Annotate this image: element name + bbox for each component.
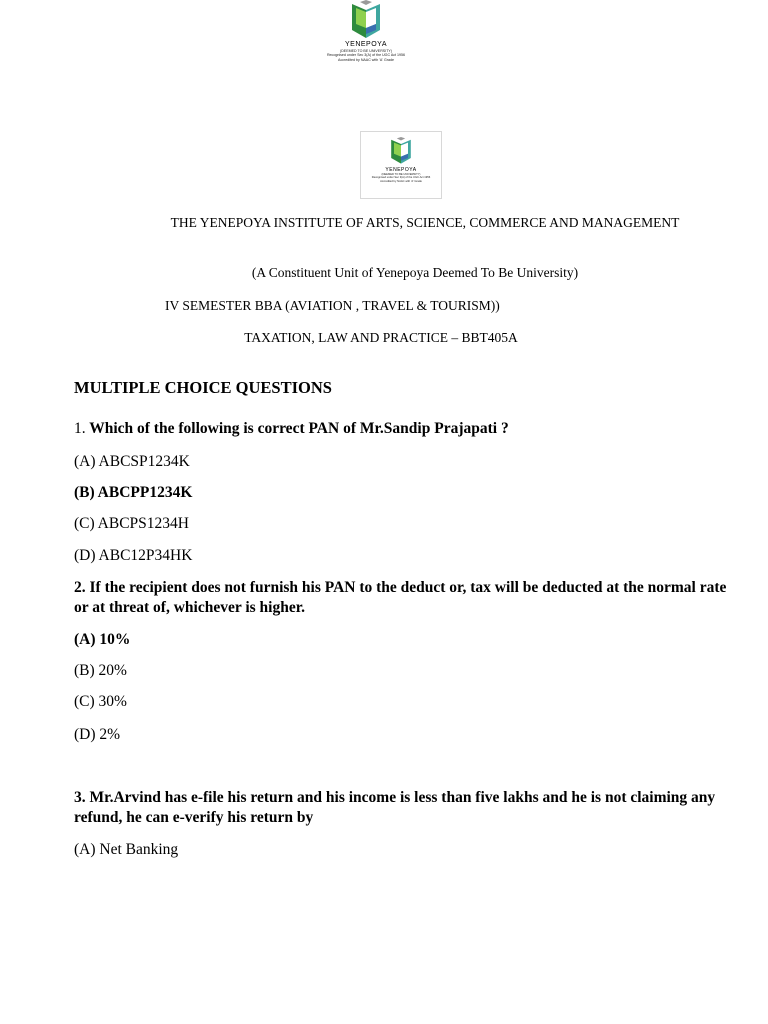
option-2d: (D) 2%: [74, 726, 121, 743]
logo-brand-text: YENEPOYA: [385, 167, 417, 173]
logo-subtitle-line: Accredited by NAAC with 'A' Grade: [380, 179, 422, 183]
question-text: If the recipient does not furnish his PAN to the deduct or, tax will be deducted at the normal rate or at threat of, whichever is higher.: [74, 579, 727, 616]
question-text: Which of the following is correct PAN of Mr.Sandip Prajapati ?: [85, 420, 509, 437]
question-1: [74, 419, 734, 439]
question-2: [74, 578, 734, 617]
university-logo-boxed: [360, 131, 442, 199]
option-2b: (B) 20%: [74, 662, 127, 679]
logo-brand-text: YENEPOYA: [345, 41, 387, 48]
section-title: MULTIPLE CHOICE QUESTIONS: [74, 378, 332, 397]
question-number: 3.: [74, 789, 86, 806]
question-number: 1.: [74, 420, 86, 437]
semester-line: IV SEMESTER BBA (AVIATION , TRAVEL & TOURISM)): [165, 298, 500, 313]
constituent-unit-line: (A Constituent Unit of Yenepoya Deemed To Be University): [251, 265, 579, 280]
option-2a: (A) 10%: [74, 631, 131, 648]
yenepoya-emblem-icon: [387, 136, 415, 166]
option-1c: (C) ABCPS1234H: [74, 515, 189, 532]
option-3a: (A) Net Banking: [74, 841, 179, 858]
university-logo-top: [318, 0, 414, 72]
option-1b: (B) ABCPP1234K: [74, 484, 193, 501]
subject-line: TAXATION, LAW AND PRACTICE – BBT405A: [244, 330, 518, 345]
logo-subtitle-line: Accredited by NAAC with 'A' Grade: [338, 57, 394, 62]
logo-subtitle-line: Recognised under Sec 3(A) of the UGC Act 1956: [371, 176, 431, 180]
option-1d: (D) ABC12P34HK: [74, 547, 193, 564]
institute-name: THE YENEPOYA INSTITUTE OF ARTS, SCIENCE, COMMERCE AND MANAGEMENT: [170, 215, 680, 230]
yenepoya-emblem-icon: [346, 0, 386, 40]
option-2c: (C) 30%: [74, 693, 127, 710]
option-1a: (A) ABCSP1234K: [74, 453, 190, 470]
question-number: 2.: [74, 579, 86, 596]
question-3: [74, 788, 734, 827]
question-text: Mr.Arvind has e-file his return and his income is less than five lakhs and he is not claiming any refund, he can e-verify his return by: [74, 789, 716, 826]
logo-subtitle-line: (DEEMED TO BE UNIVERSITY): [381, 173, 421, 176]
logo-subtitle-line: Recognised under Sec 3(A) of the UGC Act 1956: [326, 53, 406, 58]
logo-subtitle-line: (DEEMED TO BE UNIVERSITY): [340, 49, 392, 53]
